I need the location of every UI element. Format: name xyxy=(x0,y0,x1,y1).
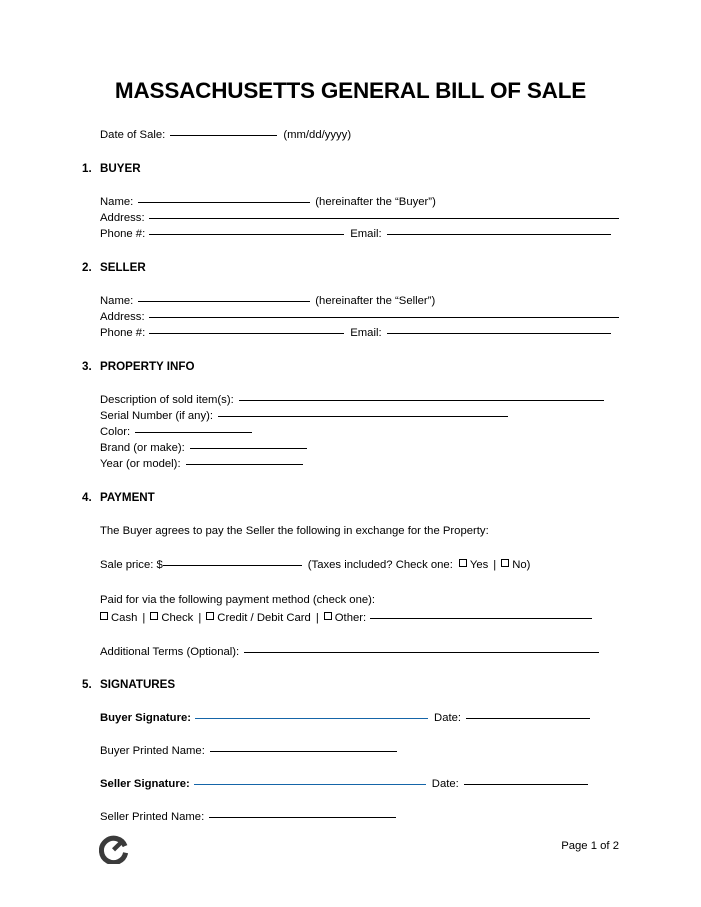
property-brand-input[interactable] xyxy=(190,448,307,449)
buyer-printed-name-row xyxy=(100,744,397,759)
buyer-email-input[interactable] xyxy=(387,234,611,235)
buyer-phone-label: Phone #: xyxy=(100,228,146,240)
seller-address-row xyxy=(100,310,619,325)
payment-other-input[interactable] xyxy=(370,618,592,619)
section-number-signatures: 5. xyxy=(82,678,92,691)
seller-name-label: Name: xyxy=(100,295,134,307)
section-label-property: PROPERTY INFO xyxy=(100,360,195,373)
date-of-sale-row xyxy=(100,128,351,143)
payment-method-label: Paid for via the following payment method (check one): xyxy=(100,594,376,606)
section-number-property: 3. xyxy=(82,360,92,373)
seller-signature-input[interactable] xyxy=(194,784,426,785)
seller-printed-name-row xyxy=(100,810,396,825)
buyer-signature-date-input[interactable] xyxy=(466,718,590,719)
buyer-signature-label: Buyer Signature: xyxy=(100,712,192,724)
taxes-no-checkbox[interactable] xyxy=(501,559,509,567)
buyer-phone-input[interactable] xyxy=(149,234,344,235)
payment-check-label: Check xyxy=(161,612,194,624)
buyer-address-label: Address: xyxy=(100,212,145,224)
seller-signature-label: Seller Signature: xyxy=(100,778,190,790)
seller-address-label: Address: xyxy=(100,311,145,323)
buyer-signature-row xyxy=(100,711,590,726)
payment-method-options-row xyxy=(100,611,592,626)
payment-cash-label: Cash xyxy=(111,612,138,624)
additional-terms-label: Additional Terms (Optional): xyxy=(100,646,240,658)
seller-name-row xyxy=(100,294,435,309)
seller-printed-name-label: Seller Printed Name: xyxy=(100,811,205,823)
page-indicator: Page 1 of 2 xyxy=(561,840,619,852)
buyer-name-row xyxy=(100,195,436,210)
section-label-buyer: BUYER xyxy=(100,162,141,175)
seller-email-label: Email: xyxy=(350,327,382,339)
property-year-input[interactable] xyxy=(186,464,303,465)
page-title: MASSACHUSETTS GENERAL BILL OF SALE xyxy=(114,78,587,103)
property-description-input[interactable] xyxy=(239,400,604,401)
additional-terms-input[interactable] xyxy=(244,652,599,653)
buyer-phone-email-row xyxy=(100,227,611,242)
sale-price-input[interactable] xyxy=(163,565,302,566)
seller-signature-date-input[interactable] xyxy=(464,784,588,785)
seller-signature-date-label: Date: xyxy=(431,778,459,790)
sale-price-label: Sale price: $ xyxy=(100,559,163,571)
property-serial-label: Serial Number (if any): xyxy=(100,410,214,422)
property-serial-input[interactable] xyxy=(218,416,508,417)
payment-other-label: Other: xyxy=(334,612,367,624)
property-color-input[interactable] xyxy=(135,432,252,433)
date-of-sale-input[interactable] xyxy=(170,135,277,136)
buyer-email-label: Email: xyxy=(350,228,382,240)
property-brand-label: Brand (or make): xyxy=(100,442,185,454)
seller-printed-name-input[interactable] xyxy=(209,817,396,818)
property-color-row xyxy=(100,425,252,440)
section-label-seller: SELLER xyxy=(100,261,146,274)
taxes-included-prefix: (Taxes included? Check one: xyxy=(307,559,453,571)
eforms-logo-icon xyxy=(99,834,129,864)
section-label-signatures: SIGNATURES xyxy=(100,678,176,691)
seller-phone-email-row xyxy=(100,326,611,341)
payment-card-label: Credit / Debit Card xyxy=(217,612,311,624)
seller-name-suffix: (hereinafter the “Seller”) xyxy=(315,295,436,307)
property-serial-row xyxy=(100,409,508,424)
seller-address-input[interactable] xyxy=(149,317,619,318)
property-description-label: Description of sold item(s): xyxy=(100,394,234,406)
section-number-buyer: 1. xyxy=(82,162,92,175)
section-number-payment: 4. xyxy=(82,491,92,504)
property-brand-row xyxy=(100,441,307,456)
buyer-printed-name-input[interactable] xyxy=(210,751,397,752)
property-year-label: Year (or model): xyxy=(100,458,181,470)
buyer-address-input[interactable] xyxy=(149,218,619,219)
section-label-payment: PAYMENT xyxy=(100,491,155,504)
buyer-printed-name-label: Buyer Printed Name: xyxy=(100,745,205,757)
sale-price-row xyxy=(100,558,530,573)
taxes-no-label: No) xyxy=(512,559,531,571)
seller-name-input[interactable] xyxy=(138,301,310,302)
payment-cash-checkbox[interactable] xyxy=(100,612,108,620)
payment-intro-text: The Buyer agrees to pay the Seller the following in exchange for the Property: xyxy=(100,525,489,537)
buyer-signature-input[interactable] xyxy=(195,718,428,719)
seller-signature-row xyxy=(100,777,588,792)
payment-separator-1: | xyxy=(142,612,146,624)
buyer-address-row xyxy=(100,211,619,226)
payment-card-checkbox[interactable] xyxy=(206,612,214,620)
buyer-name-input[interactable] xyxy=(138,202,310,203)
additional-terms-row xyxy=(100,645,599,660)
section-number-seller: 2. xyxy=(82,261,92,274)
payment-separator-2: | xyxy=(198,612,202,624)
buyer-signature-date-label: Date: xyxy=(434,712,462,724)
payment-check-checkbox[interactable] xyxy=(150,612,158,620)
seller-phone-input[interactable] xyxy=(149,333,344,334)
property-color-label: Color: xyxy=(100,426,131,438)
payment-intro-row xyxy=(100,524,489,539)
buyer-name-suffix: (hereinafter the “Buyer”) xyxy=(315,196,436,208)
taxes-separator: | xyxy=(493,559,497,571)
payment-separator-3: | xyxy=(315,612,319,624)
seller-phone-label: Phone #: xyxy=(100,327,146,339)
seller-email-input[interactable] xyxy=(387,333,611,334)
date-of-sale-format-hint: (mm/dd/yyyy) xyxy=(283,129,352,141)
payment-method-label-row xyxy=(100,593,375,608)
property-description-row xyxy=(100,393,604,408)
date-of-sale-label: Date of Sale: xyxy=(100,129,166,141)
taxes-yes-checkbox[interactable] xyxy=(459,559,467,567)
payment-other-checkbox[interactable] xyxy=(324,612,332,620)
property-year-row xyxy=(100,457,303,472)
buyer-name-label: Name: xyxy=(100,196,134,208)
taxes-yes-label: Yes xyxy=(469,559,489,571)
